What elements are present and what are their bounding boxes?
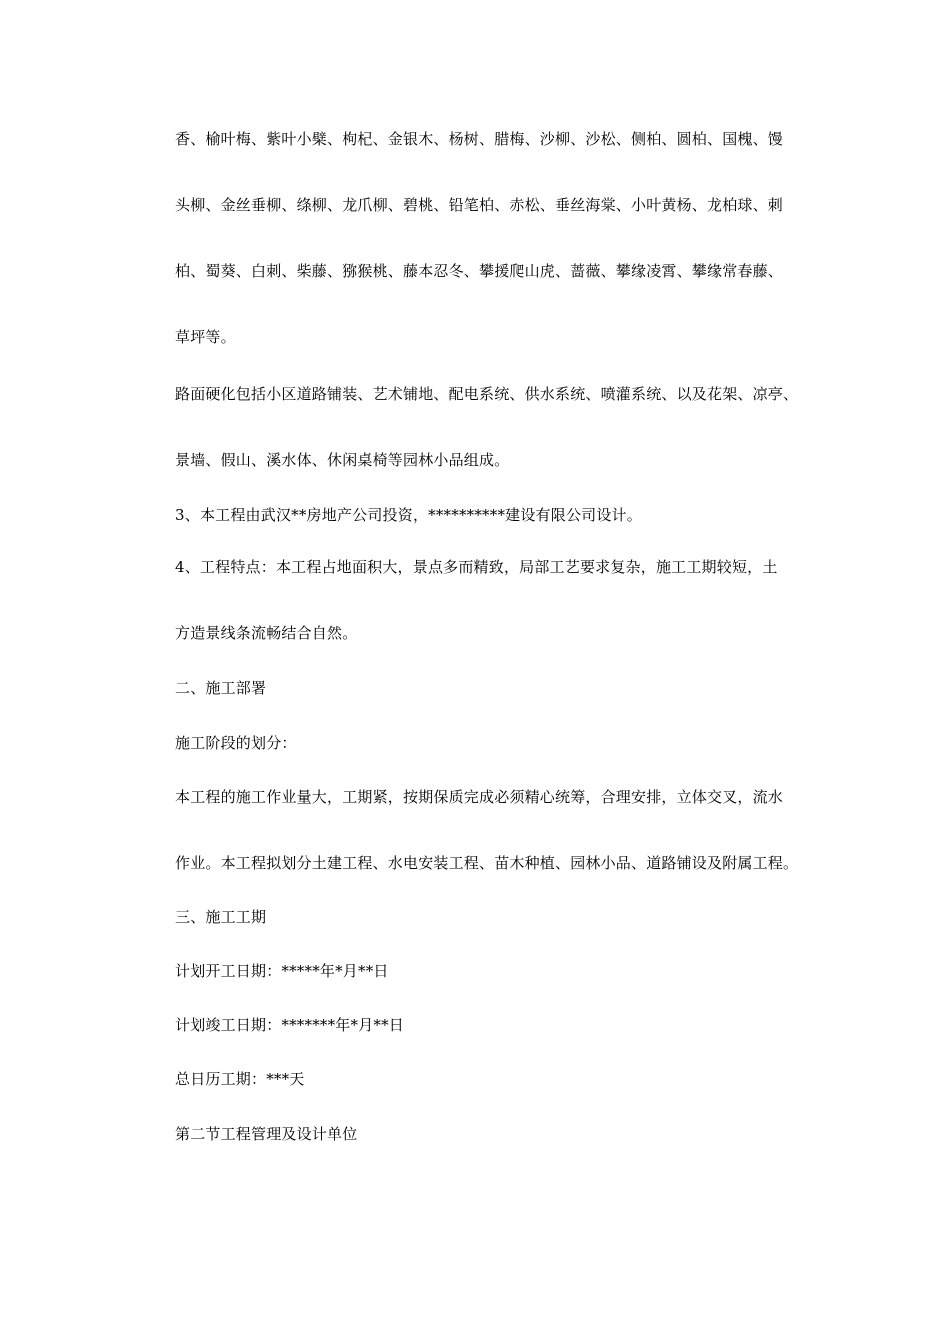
text-line: 总日历工期：***天	[175, 1070, 305, 1088]
text-line: 计划开工日期：*****年*月**日	[175, 962, 389, 980]
text-line: 作业。本工程拟划分土建工程、水电安装工程、苗木种植、园林小品、道路铺设及附属工程。	[175, 854, 799, 872]
text-line: 香、榆叶梅、紫叶小檗、枸杞、金银木、杨树、腊梅、沙柳、沙松、侧柏、圆柏、国槐、馒	[175, 130, 784, 148]
text-line: 路面硬化包括小区道路铺装、艺术铺地、配电系统、供水系统、喷灌系统、以及花架、凉亭、	[175, 385, 799, 403]
text-line: 草坪等。	[175, 328, 236, 346]
text-line: 计划竣工日期：*******年*月**日	[175, 1016, 405, 1034]
text-line: 施工阶段的划分：	[175, 734, 297, 752]
section-heading: 第二节工程管理及设计单位	[175, 1125, 358, 1143]
text-line: 柏、蜀葵、白刺、柴藤、猕猴桃、藤本忍冬、攀援爬山虎、蔷薇、攀缘凌霄、攀缘常春藤、	[175, 262, 784, 280]
text-line: 景墙、假山、溪水体、休闲桌椅等园林小品组成。	[175, 451, 510, 469]
text-line: 3、本工程由武汉**房地产公司投资，**********建设有限公司设计。	[175, 506, 642, 524]
text-line: 头柳、金丝垂柳、绦柳、龙爪柳、碧桃、铅笔柏、赤松、垂丝海棠、小叶黄杨、龙柏球、刺	[175, 196, 784, 214]
section-heading: 二、施工部署	[175, 679, 267, 697]
section-heading: 三、施工工期	[175, 908, 267, 926]
text-line: 4、工程特点：本工程占地面积大，景点多而精致，局部工艺要求复杂，施工工期较短，土	[175, 558, 778, 576]
text-line: 方造景线条流畅结合自然。	[175, 624, 358, 642]
text-line: 本工程的施工作业量大，工期紧，按期保质完成必须精心统筹，合理安排，立体交叉，流水	[175, 788, 784, 806]
